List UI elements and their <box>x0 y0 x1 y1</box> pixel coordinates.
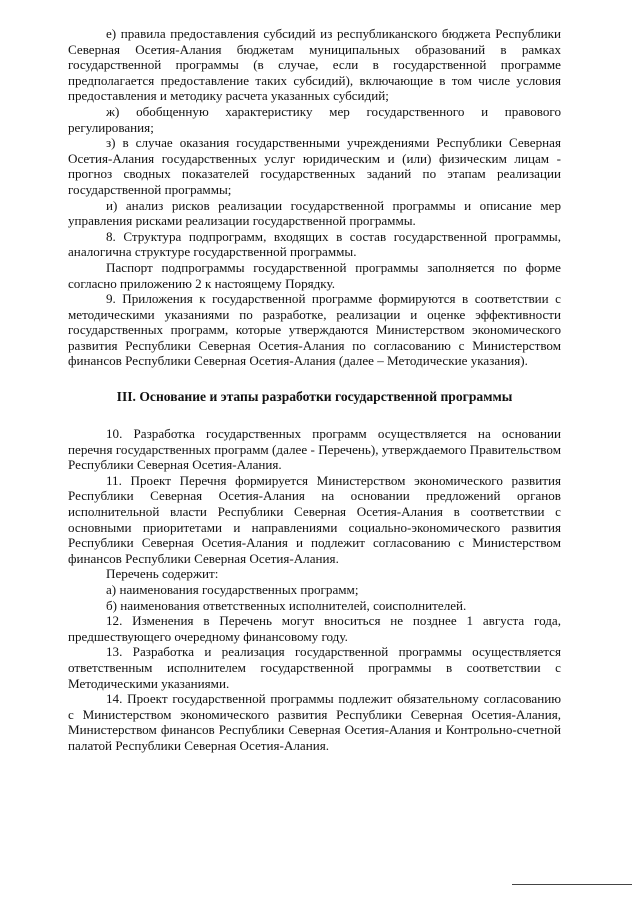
paragraph-passport: Паспорт подпрограммы государственной программы заполняется по форме согласно приложению 2 к настоящему Порядку. <box>68 259 561 291</box>
paragraph-a: а) наименования государственных программ; <box>106 582 359 597</box>
paragraph-e: е) правила предоставления субсидий из республиканского бюджета Республики Северная Осетия-Алания бюджетам муниципальных образований в рамках государственной программы (в случае, если в государственной программе предполагается предоставление таких субсидий), включающие в том числе условия предоставления и методику расчета указанных субсидий; <box>68 26 561 104</box>
paragraph-14: 14. Проект государственной программы подлежит обязательному согласованию с Министерством экономического развития Республики Северная Осетия-Алания, Министерством финансов Республики Северная Осетия-Алания и Контрольно-счетной палатой Республики Северная Осетия-Алания. <box>68 691 561 753</box>
paragraph-list-intro: Перечень содержит: <box>106 566 219 582</box>
bottom-section <box>68 426 561 753</box>
paragraph-11: 11. Проект Перечня формируется Министерством экономического развития Республики Северная Осетия-Алания на основании предложений органов исполнительной власти Республики Северная Осетия-Алания в соответствии с основными приоритетами и направлениями социально-экономического развития Республики Северная Осетия-Алания и подлежит согласованию с Министерством финансов Республики Северная Осетия-Алания. <box>68 472 561 566</box>
paragraph-12: 12. Изменения в Перечень могут вноситься не позднее 1 августа года, предшествующего очередному финансовому году. <box>68 613 561 644</box>
paragraph-8: 8. Структура подпрограмм, входящих в состав государственной программы, аналогична структуре государственной программы. <box>68 228 561 260</box>
paragraph-zh: ж) обобщенную характеристику мер государственного и правового регулирования; <box>68 103 561 135</box>
paragraph-i: и) анализ рисков реализации государственной программы и описание мер управления рисками реализации государственной программы. <box>68 197 561 229</box>
paragraph-10: 10. Разработка государственных программ осуществляется на основании перечня государственных программ (далее - Перечень), утверждаемого Правительством Республики Северная Осетия-Алания. <box>68 426 561 473</box>
section-heading: III. Основание и этапы разработки государственной программы <box>116 389 513 405</box>
top-section <box>68 26 561 369</box>
bottom-rule <box>512 884 632 885</box>
paragraph-b: б) наименования ответственных исполнителей, соисполнителей. <box>106 597 467 613</box>
document-page <box>68 26 561 754</box>
paragraph-z: з) в случае оказания государственными учреждениями Республики Северная Осетия-Алания государственных услуг юридическим и (или) физическим лицам - прогноз сводных показателей государственных заданий по этапам реализации государственной программы; <box>68 135 561 197</box>
paragraph-13: 13. Разработка и реализация государственной программы осуществляется ответственным исполнителем государственной программы в соответствии с Методическими указаниями. <box>68 644 561 691</box>
paragraph-9: 9. Приложения к государственной программе формируются в соответствии с методическими указаниями по разработке, реализации и оценке эффективности государственных программ, которые утверждаются Министерством экономического развития Республики Северная Осетия-Алания по согласованию с Министерством финансов Республики Северная Осетия-Алания (далее – Методические указания). <box>68 291 561 369</box>
